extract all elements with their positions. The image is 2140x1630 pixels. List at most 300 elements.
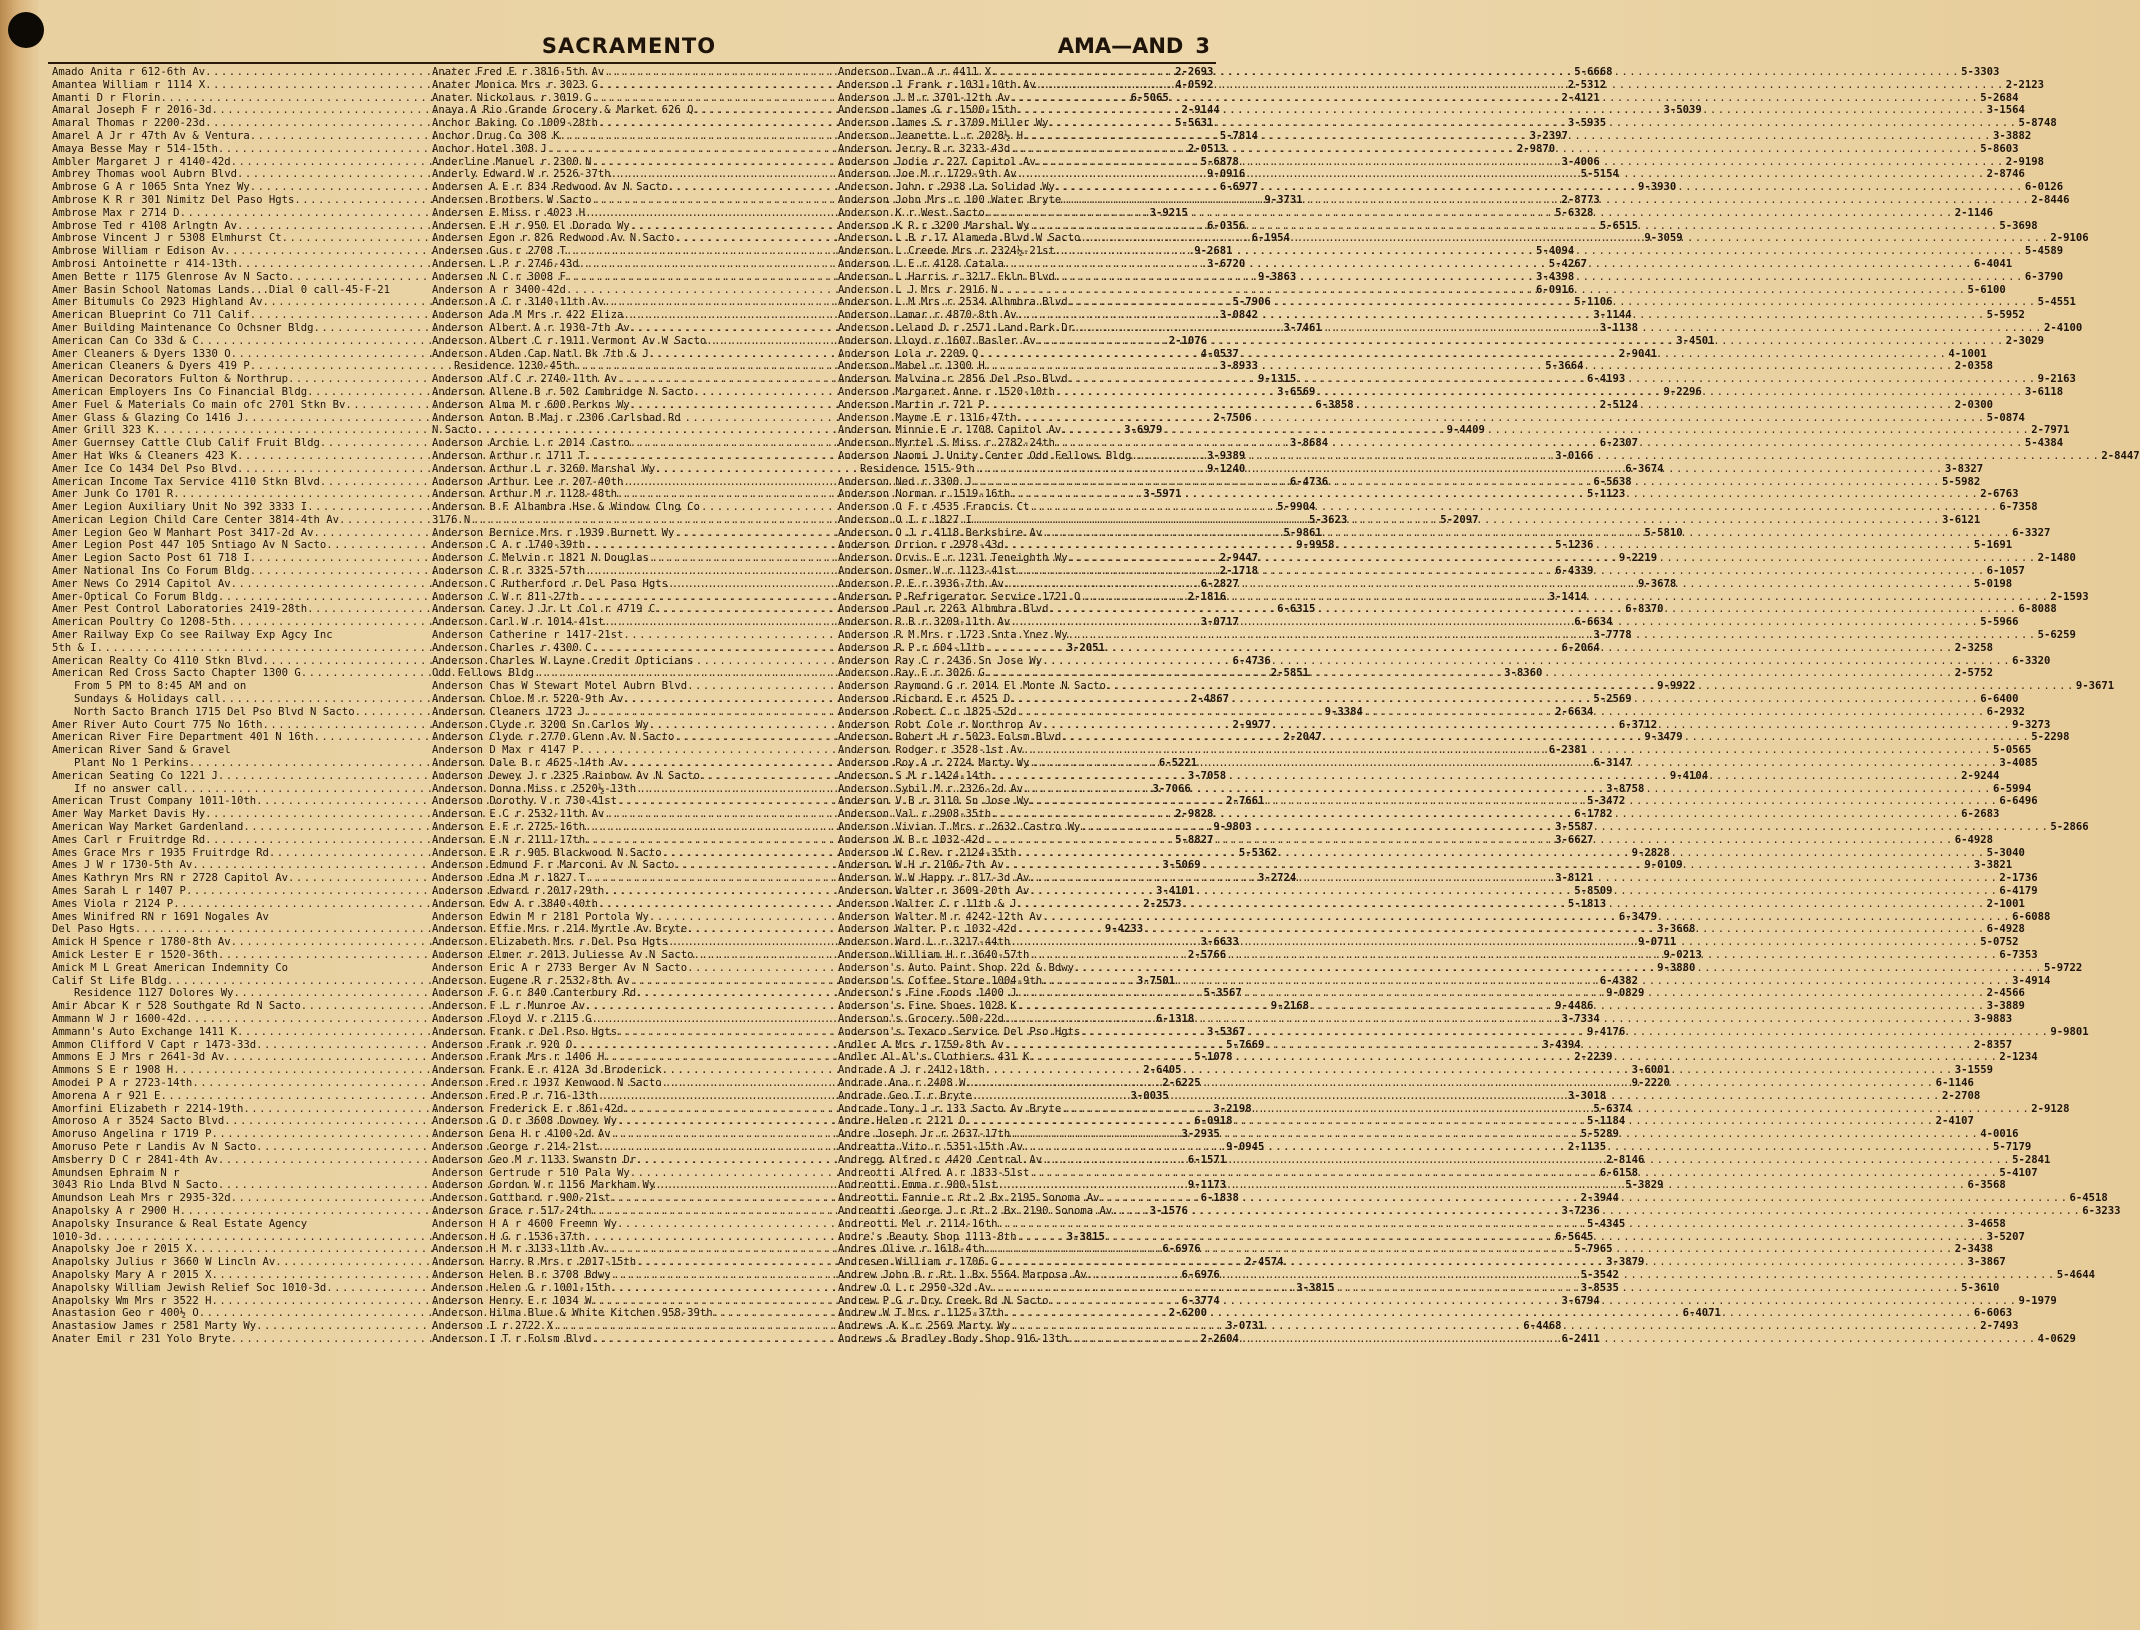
listing-name: Anderson H G r 1536-37th bbox=[432, 1230, 586, 1243]
phone-number: 5-8509 bbox=[1574, 885, 1613, 897]
listing-name: 3176 N bbox=[432, 513, 471, 526]
phone-number: 9-3671 bbox=[2075, 680, 2115, 693]
listing-name: Andreotti George J r Rt 2 Bx 2190 Sonoma Av bbox=[838, 1204, 1113, 1217]
phone-number: 6-0126 bbox=[2024, 181, 2064, 194]
phone-number: 2-9244 bbox=[1961, 769, 2000, 782]
phone-number: 5-4551 bbox=[2037, 296, 2076, 309]
listing-name: Amer Grill 323 K bbox=[52, 424, 155, 437]
listing-name: Anderson Alf C r 2740-11th Av bbox=[432, 373, 617, 386]
phone-number: 5-8827 bbox=[1175, 833, 1214, 846]
listing-name: Odd Fellows Bldg bbox=[432, 667, 535, 680]
phone-number: 5-5362 bbox=[1238, 846, 1278, 859]
phone-number: 3-4914 bbox=[2012, 974, 2051, 987]
phone-number: 5-5952 bbox=[1986, 309, 2025, 322]
leader-dots bbox=[1017, 1231, 1986, 1244]
listing-name: Andrade A J r 2412-18th bbox=[838, 1064, 985, 1077]
phone-number: 6-3674 bbox=[1625, 462, 1664, 475]
phone-number bbox=[694, 655, 695, 668]
phone-number: 6-3774 bbox=[1181, 1294, 1220, 1307]
phone-number: 3-3867 bbox=[1967, 1256, 2006, 1269]
leader-dots bbox=[1061, 1103, 2030, 1116]
listing-name: Anderson Leland D r 2571 Land Park Dr bbox=[838, 321, 1074, 334]
leader-dots bbox=[1017, 412, 1986, 425]
listing-name: Anapolsky A r 2900 H bbox=[52, 1204, 180, 1217]
leader-dots bbox=[1029, 885, 1998, 898]
listing-name: Anderson Ward L r 3217-44th bbox=[838, 936, 1011, 949]
leader-dots bbox=[1112, 1205, 2081, 1218]
listing-name: Andrew P G r Dry Creek Rd N Sacto bbox=[838, 1294, 1049, 1307]
listing-name: Andersen A E r 834 Redwood Av N Sacto bbox=[432, 181, 668, 194]
phone-number: 6-2381 bbox=[1548, 744, 1587, 757]
phone-number: 2-4867 bbox=[1190, 693, 1229, 706]
phone-number: 5-0198 bbox=[1973, 577, 2013, 590]
phone-number: 6-5994 bbox=[1992, 782, 2032, 795]
listing-name: Anderson Naomi J Unity Center Odd Fellows Bldg bbox=[838, 449, 1132, 462]
leader-dots bbox=[1036, 335, 2005, 348]
listing-name: American Cleaners & Dyers 419 P bbox=[52, 360, 250, 373]
listing-entry bbox=[432, 501, 800, 514]
leader-dots bbox=[1004, 1013, 1973, 1026]
listing-name: Anderson Joe M r 1729-9th Av bbox=[838, 168, 1017, 181]
listing-name: Anapolsky Insurance & Real Estate Agency bbox=[52, 1217, 308, 1230]
leader-dots bbox=[1029, 1167, 1998, 1180]
phone-number: 2-7971 bbox=[2031, 424, 2070, 437]
leader-dots bbox=[1061, 424, 2030, 437]
leader-dots bbox=[1042, 1154, 2011, 1167]
listing-name: Anapolsky Joe r 2015 X bbox=[52, 1243, 193, 1256]
listing-name: Anderson Dewey J r 2325 Rainbow Av N Sacto bbox=[432, 769, 700, 782]
phone-number: 9-1979 bbox=[2018, 1294, 2057, 1307]
phone-number: 6-6400 bbox=[1980, 693, 2019, 706]
phone-number: 3-1138 bbox=[1599, 321, 1638, 334]
leader-dots bbox=[1017, 923, 1986, 936]
phone-number: 6-4071 bbox=[1682, 1307, 1721, 1320]
phone-number bbox=[180, 1167, 181, 1180]
phone-number: 5-8603 bbox=[1980, 142, 2019, 155]
listing-name: Amarel A Jr r 47th Av & Ventura bbox=[52, 129, 250, 142]
phone-number: 2-9144 bbox=[1181, 104, 1220, 117]
listing-name: Anderson Frank Mrs r 1406 H bbox=[432, 1051, 605, 1064]
phone-number: 5-4267 bbox=[1548, 257, 1587, 270]
leader-dots bbox=[985, 207, 1954, 220]
phone-number: 6-1057 bbox=[1986, 565, 2025, 578]
phone-number bbox=[700, 501, 701, 514]
listing-name: Anderson Robert C r 1825-52d bbox=[838, 705, 1017, 718]
listing-name: Andreatta Vito r 5351-15th Av bbox=[838, 1140, 1023, 1153]
listing-name: Residence 1515-9th bbox=[860, 462, 975, 475]
phone-number: 2-2123 bbox=[2005, 78, 2044, 91]
listing-name: Anderson Norman r 1519-16th bbox=[838, 488, 1011, 501]
listing-name: Ammann W J r 1600-42d bbox=[52, 1012, 186, 1025]
listing-name: Amundson Leah Mrs r 2935-32d bbox=[52, 1192, 231, 1205]
phone-number: 2-5124 bbox=[1599, 398, 1638, 411]
phone-number: 3-3889 bbox=[1986, 1000, 2025, 1013]
leader-dots bbox=[1029, 872, 1998, 885]
leader-dots bbox=[1017, 1000, 1986, 1013]
listing-name: Anderson E C r 2532-11th Av bbox=[432, 808, 605, 821]
phone-number: 9-3059 bbox=[1644, 232, 1683, 245]
listing-name: Ames Grace Mrs r 1935 Fruitrdge Rd bbox=[52, 846, 269, 859]
listing-name: Andres Olive r 1618-4th bbox=[838, 1243, 985, 1256]
listing-name: Anderson Floyd V r 2115 G bbox=[432, 1012, 592, 1025]
leader-dots bbox=[1042, 527, 2011, 540]
listing-name: Anderson Fred P r 716-13th bbox=[432, 1089, 598, 1102]
listing-name: Anater Monica Mrs r 3023 G bbox=[432, 78, 598, 91]
listing-name: Amodei P A r 2723-14th bbox=[52, 1076, 193, 1089]
listing-name: Anderson Grace r 517-24th bbox=[432, 1204, 592, 1217]
listing-name: Anderson Edwin M r 2181 Portola Wy bbox=[432, 910, 649, 923]
listing-name: Andersen L P r 2746-43d bbox=[432, 257, 579, 270]
listing-name: Anderson C R r 3325-57th bbox=[432, 565, 586, 578]
listing-name: Anapolsky Wm Mrs r 3522 H bbox=[52, 1294, 212, 1307]
phone-number: 3-5935 bbox=[1567, 117, 1607, 130]
phone-number: 3-3018 bbox=[1567, 1089, 1607, 1102]
phone-number: 5-1813 bbox=[1567, 897, 1607, 910]
listing-name: Andersen Gus r 2708 T bbox=[432, 245, 566, 258]
listing-name: Anderson A C r 3140-11th Av bbox=[432, 296, 605, 309]
listing-name: Ambrose Max r 2714 D bbox=[52, 206, 180, 219]
leader-dots bbox=[1080, 591, 2049, 604]
listing-name: Anderson O I r 1827 I bbox=[838, 513, 972, 526]
phone-number: 9-1173 bbox=[1187, 1179, 1227, 1192]
listing-name: Amorfini Elizabeth r 2214-19th bbox=[52, 1102, 244, 1115]
phone-number: 2-2239 bbox=[1574, 1051, 1613, 1064]
listing-name: Ames Kathryn Mrs RN r 2728 Capitol Av bbox=[52, 872, 288, 885]
listing-name: Amick Lester E r 1520-36th bbox=[52, 948, 218, 961]
phone-number: 2-2693 bbox=[1175, 66, 1214, 78]
leader-dots bbox=[1004, 1039, 1973, 1052]
phone-number: 3-8327 bbox=[1944, 462, 1984, 475]
leader-dots bbox=[1042, 655, 2011, 668]
phone-number: 6-1146 bbox=[1935, 1076, 1974, 1089]
guide-words bbox=[1058, 34, 1210, 58]
phone-number: 3-0166 bbox=[1555, 449, 1594, 462]
listing-name: Andre Helen r 2121 O bbox=[838, 1115, 966, 1128]
listing-name: Ammons S E r 1908 H bbox=[52, 1064, 174, 1077]
phone-number: 3-2724 bbox=[1258, 872, 1297, 885]
phone-number bbox=[333, 629, 334, 642]
page-header bbox=[48, 34, 1210, 64]
phone-number: 2-6225 bbox=[1162, 1076, 1201, 1089]
phone-number: 2-5766 bbox=[1187, 948, 1227, 961]
listing-name: Amoruso Angelina r 1719 P bbox=[52, 1128, 212, 1141]
phone-number: 2-7506 bbox=[1213, 411, 1252, 424]
phone-number: 6-8088 bbox=[2018, 603, 2057, 616]
listing-name: Anderson Walter P r 1032-42d bbox=[838, 923, 1017, 936]
listing-name: Anapolsky Mary A r 2015 X bbox=[52, 1268, 212, 1281]
phone-number: 6-0918 bbox=[1194, 1115, 1233, 1128]
phone-number: 3-4398 bbox=[1535, 270, 1575, 283]
listing-name: Ames Carl r Fruitrdge Rd bbox=[52, 833, 206, 846]
listing-name: Anderson Arthur L r 3260 Marshal Wy bbox=[432, 462, 656, 475]
listing-name: Anderson Jerry R r 3233-43d bbox=[838, 142, 1011, 155]
leader-dots bbox=[1017, 565, 1986, 578]
phone-number: 6-2827 bbox=[1200, 577, 1239, 590]
phone-number: 6-3790 bbox=[2024, 270, 2064, 283]
phone-number bbox=[681, 412, 682, 425]
phone-number: 2-3029 bbox=[2005, 334, 2044, 347]
listing-name: Anderson Albert A r 1930-7th Av bbox=[432, 321, 630, 334]
leader-dots bbox=[985, 642, 1954, 655]
phone-number: 9-2163 bbox=[2037, 373, 2076, 386]
phone-number: 2-1480 bbox=[2037, 552, 2076, 565]
phone-number: 5-2097 bbox=[1440, 513, 1479, 526]
listing-name: Anderson E N r 2111-17th bbox=[432, 833, 586, 846]
listing-name: American River Sand & Gravel bbox=[52, 744, 231, 757]
leader-dots bbox=[1068, 552, 2037, 565]
phone-number: 4-1001 bbox=[1948, 347, 1987, 360]
phone-number: 3-4394 bbox=[1542, 1038, 1581, 1051]
listing-name: Anderson Edna M r 1827 T bbox=[432, 872, 586, 885]
leader-dots bbox=[1055, 437, 2024, 450]
listing-name: Ames J W r 1730-5th Av bbox=[52, 859, 193, 872]
listing-name: Anderly Edward W r 2526-37th bbox=[432, 168, 611, 181]
listing-name: Anderson Helen G r 1001-15th bbox=[432, 1281, 611, 1294]
leader-dots bbox=[985, 360, 1954, 373]
phone-number: 5-5631 bbox=[1175, 117, 1214, 130]
listing-name: Anderson Donna Miss r 2520½-13th bbox=[432, 782, 637, 795]
phone-number: 2-8446 bbox=[2031, 193, 2070, 206]
phone-number: 3-6720 bbox=[1206, 257, 1246, 270]
listing-entry bbox=[52, 744, 412, 757]
leader-dots bbox=[1004, 578, 1973, 591]
leader-dots bbox=[985, 667, 1954, 680]
leader-dots bbox=[1017, 898, 1986, 911]
listing-name: Anderson Alden Cap Natl Bk 7th & J bbox=[432, 347, 649, 360]
listing-name: Anderson K R r 3200 Marshal Wy bbox=[838, 219, 1030, 232]
listing-name: 1010-3d bbox=[52, 1230, 97, 1243]
phone-number: 6-3479 bbox=[1618, 910, 1658, 923]
listing-name: Anderson's Coffee Store 1004-9th bbox=[838, 974, 1043, 987]
phone-number: 6-3147 bbox=[1593, 757, 1632, 770]
listing-name: Anderson Elizabeth Mrs r Del Pso Hgts bbox=[432, 936, 668, 949]
listing-name: Andrade Tony J r 133 Sacto Av Bryte bbox=[838, 1102, 1062, 1115]
listing-name: Andreotti Fannie r Rt 2 Bx 2195 Sonoma Av bbox=[838, 1192, 1100, 1205]
leader-dots bbox=[1080, 1026, 2049, 1039]
listing-name: American Poultry Co 1208-5th bbox=[52, 616, 231, 629]
listing-name: Anderson James G r 1500-15th bbox=[838, 104, 1017, 117]
listing-name: Anderson J M r 3701-12th Av bbox=[838, 91, 1011, 104]
phone-number: 3-6001 bbox=[1631, 1064, 1670, 1077]
phone-number: 4-0592 bbox=[1175, 78, 1214, 91]
phone-number: 9-3273 bbox=[2012, 718, 2051, 731]
phone-number: 9-9803 bbox=[1213, 821, 1252, 834]
listing-name: Anderson J Frank r 1031-10th Av bbox=[838, 78, 1036, 91]
phone-number: 3-7058 bbox=[1187, 769, 1227, 782]
listing-name: Anderson Mayme E r 1316-47th bbox=[838, 411, 1017, 424]
binder-hole bbox=[8, 12, 44, 48]
listing-name: Anapolsky William Jewish Relief Soc 1010-3d bbox=[52, 1281, 327, 1294]
leader-dots bbox=[1068, 296, 2037, 309]
listing-name: Andersen E Miss r 4023 H bbox=[432, 206, 586, 219]
phone-number: 9-1315 bbox=[1258, 373, 1297, 386]
listing-name: Amer Railway Exp Co see Railway Exp Agcy Inc bbox=[52, 629, 333, 642]
leader-dots bbox=[1023, 783, 1992, 796]
listing-name: Amer Basin School Natomas Lands...Dial 0 call-45-F-21 bbox=[52, 283, 391, 296]
listing-name: American Blueprint Co 711 Calif bbox=[52, 309, 250, 322]
phone-number: 2-4566 bbox=[1986, 987, 2025, 1000]
listing-name: American Trust Company 1011-10th bbox=[52, 795, 257, 808]
listing-name: From 5 PM to 8:45 AM and on bbox=[74, 680, 247, 693]
phone-number: 5-4589 bbox=[2024, 245, 2064, 258]
phone-number: 3-8684 bbox=[1289, 437, 1329, 450]
phone-number: 2-0300 bbox=[1954, 398, 1993, 411]
phone-number: 6-8370 bbox=[1625, 603, 1664, 616]
phone-number: 3-3882 bbox=[1992, 129, 2032, 142]
listing-name: Anderson H M r 3133-11th Av bbox=[432, 1243, 605, 1256]
listing-name: Amanti D r Florin bbox=[52, 91, 161, 104]
listing-name: Ambrosi Antoinette r 414-13th bbox=[52, 257, 237, 270]
leader-dots bbox=[1048, 1295, 2017, 1308]
phone-number: 2-0358 bbox=[1954, 360, 1993, 373]
phone-number: 3-8933 bbox=[1219, 360, 1258, 373]
listing-name: Anderson Walter C r 11th & J bbox=[838, 897, 1017, 910]
leader-dots bbox=[1004, 539, 1973, 552]
listing-name: Anderson Walter r 3609-20th Av bbox=[838, 885, 1030, 897]
listing-name: Anderson Roy A r 2724 Marty Wy bbox=[838, 757, 1030, 770]
listing-name: Ambrose Vincent J r 5308 Elmhurst Ct bbox=[52, 232, 282, 245]
listing-name: Anderson Arthur r 1711 T bbox=[432, 449, 586, 462]
phone-number: 2-9447 bbox=[1219, 552, 1258, 565]
leader-dots bbox=[985, 834, 1954, 847]
listing-name: Amer Guernsey Cattle Club Calif Fruit Bldg bbox=[52, 437, 320, 450]
phone-number: 5-6328 bbox=[1555, 206, 1594, 219]
listing-name: Anderson Raymond G r 2014 El Monte N Sacto bbox=[838, 680, 1106, 693]
phone-number: 9-9801 bbox=[2050, 1025, 2089, 1038]
listing-name: Amer National Ins Co Forum Bldg bbox=[52, 565, 250, 578]
leader-dots bbox=[1100, 1192, 2069, 1205]
phone-number: 9-3479 bbox=[1644, 731, 1683, 744]
listing-name: Amer Way Market Davis Hy bbox=[52, 808, 206, 821]
phone-number: 2-3944 bbox=[1580, 1192, 1619, 1205]
leader-dots bbox=[1023, 130, 1992, 143]
listing-name: Anderson Margaret Anne r 1520-10th bbox=[838, 385, 1055, 398]
phone-number: 3-6121 bbox=[1941, 513, 1981, 526]
phone-number: 3-3668 bbox=[1657, 923, 1696, 936]
listing-name: Ambrey Thomas wool Aubrn Blvd bbox=[52, 168, 237, 181]
phone-number: 6-4193 bbox=[1586, 373, 1626, 386]
listing-name: Anderson Lloyd r 1607 Basler Av bbox=[838, 334, 1036, 347]
listing-name: Andrade Ana r 2408 W bbox=[838, 1076, 966, 1089]
phone-number: 6-4928 bbox=[1986, 923, 2025, 936]
phone-number: 2-9977 bbox=[1232, 718, 1271, 731]
phone-number: 3-7236 bbox=[1561, 1204, 1600, 1217]
listing-name: Anderson William H r 3640-57th bbox=[838, 948, 1030, 961]
listing-name: Anderson Gotthard r 900-21st bbox=[432, 1192, 611, 1205]
phone-number: 6-0356 bbox=[1206, 219, 1246, 232]
listing-name: Amer Ice Co 1434 Del Pso Blvd bbox=[52, 462, 237, 475]
phone-number: 3-0842 bbox=[1219, 309, 1258, 322]
listing-name: Anderson Osmer W r 1123-41st bbox=[838, 565, 1017, 578]
leader-dots bbox=[978, 348, 1947, 361]
phone-number: 6-6634 bbox=[1574, 616, 1613, 629]
listing-name: Anchor Hotel 308 J bbox=[432, 142, 547, 155]
listing-name: Amer Legion Post 447 105 Sntiago Av N Sacto bbox=[52, 539, 327, 552]
listing-name: Andler A Mrs r 1759-8th Av bbox=[838, 1038, 1004, 1051]
listing-name: Anderson I r 2722 X bbox=[432, 1320, 554, 1333]
phone-number: 5-6100 bbox=[1967, 283, 2006, 296]
listing-name: Anderson Chas W Stewart Motel Aubrn Blvd bbox=[432, 680, 688, 693]
phone-number: 9-0711 bbox=[1638, 936, 1677, 949]
listing-name: Amer Bitumuls Co 2923 Highland Av bbox=[52, 296, 263, 309]
phone-number: 2-1146 bbox=[1954, 206, 1993, 219]
listing-name: Andersen N C r 3008 F bbox=[432, 270, 566, 283]
listing-entry bbox=[432, 655, 800, 668]
listing-name: Andrews A K r 2569 Marty Wy bbox=[838, 1320, 1011, 1333]
leader-dots bbox=[1048, 603, 2017, 616]
phone-number: 5-7965 bbox=[1574, 1243, 1613, 1256]
phone-number: 5-4644 bbox=[2056, 1268, 2096, 1281]
phone-number: 5-4094 bbox=[1535, 245, 1575, 258]
phone-number: 2-1593 bbox=[2050, 590, 2089, 603]
listing-name: Anderson Effie Mrs r 214 Myrtle Av Bryte bbox=[432, 923, 688, 936]
listing-name: Amick H Spence r 1780-8th Av bbox=[52, 936, 231, 949]
leader-dots bbox=[1055, 386, 2024, 399]
phone-number: 6-7358 bbox=[1999, 501, 2038, 514]
leader-dots bbox=[1029, 220, 1998, 233]
phone-number: 5-5982 bbox=[1941, 475, 1981, 488]
listing-name: Anderson K r West Sacto bbox=[838, 206, 985, 219]
listing-name: Anderson P E r 3936-7th Av bbox=[838, 577, 1004, 590]
phone-number: 6-1318 bbox=[1155, 1012, 1195, 1025]
listing-name: Anderson Frank r 920 O bbox=[432, 1038, 573, 1051]
listing-name: Anapolsky Julius r 3660 W Lincln Av bbox=[52, 1256, 276, 1269]
phone-number: 6-0916 bbox=[1535, 283, 1575, 296]
phone-number: 3-6633 bbox=[1200, 936, 1239, 949]
phone-number: 5-9904 bbox=[1277, 501, 1316, 514]
phone-number: 4-0016 bbox=[1980, 1128, 2019, 1141]
listing-name: American Realty Co 4110 Stkn Blvd bbox=[52, 654, 263, 667]
phone-number: 6-5645 bbox=[1555, 1230, 1594, 1243]
phone-number: 6-4736 bbox=[1232, 654, 1271, 667]
listing-name: Amer Junk Co 1701 R bbox=[52, 488, 174, 501]
listing-name: Anderson Myrtel S Miss r 2782-24th bbox=[838, 437, 1055, 450]
listing-name: Anderson V B r 3110 Sn Jose Wy bbox=[838, 795, 1030, 808]
leader-dots bbox=[991, 770, 1960, 783]
listing-name: Anderson Malvina r 2856 Del Pso Blvd bbox=[838, 373, 1068, 386]
listing-name: Amoruso Pete r Landis Av N Sacto bbox=[52, 1140, 257, 1153]
listing-name: Anderline Manuel r 2300 N bbox=[432, 155, 592, 168]
listing-name: Andreotti Mel r 2114-16th bbox=[838, 1217, 998, 1230]
leader-dots bbox=[1048, 117, 2017, 130]
phone-number: 2-3438 bbox=[1954, 1243, 1993, 1256]
phone-number: 6-2932 bbox=[1986, 705, 2025, 718]
phone-number: 3-5069 bbox=[1162, 859, 1201, 872]
phone-number: 5-4384 bbox=[2024, 437, 2064, 450]
leader-dots bbox=[991, 808, 1960, 821]
phone-number: 9-3678 bbox=[1638, 577, 1677, 590]
listing-name: Andresen William r 1706 G bbox=[838, 1256, 998, 1269]
listing-name: Andregg Alfred r 4420 Central Av bbox=[838, 1153, 1043, 1166]
phone-number: 5-3829 bbox=[1625, 1179, 1664, 1192]
listing-name: American Way Market Gardenland bbox=[52, 821, 244, 834]
phone-number: 2-8146 bbox=[1606, 1153, 1645, 1166]
phone-number: 2-5312 bbox=[1567, 78, 1607, 91]
listing-name: Ames Viola r 2124 P bbox=[52, 897, 174, 910]
listing-name: Anderson P Refrigerator Service 1721 O bbox=[838, 590, 1081, 603]
phone-number: 3-9883 bbox=[1973, 1012, 2013, 1025]
phone-number: 2-8746 bbox=[1986, 168, 2025, 181]
guide-range: AMA—AND bbox=[1057, 34, 1184, 58]
phone-number: 6-4736 bbox=[1289, 475, 1329, 488]
listing-name: American River Fire Department 401 N 16th bbox=[52, 731, 314, 744]
listing-name: Anater Nickolaus r 3019 G bbox=[432, 91, 592, 104]
listing-name: American Income Tax Service 4110 Stkn Blvd bbox=[52, 475, 320, 488]
phone-number: 3-9389 bbox=[1206, 449, 1246, 462]
phone-number: 3-4085 bbox=[1999, 757, 2038, 770]
phone-number: 9-3930 bbox=[1638, 181, 1677, 194]
phone-number: 3-4101 bbox=[1155, 885, 1195, 897]
